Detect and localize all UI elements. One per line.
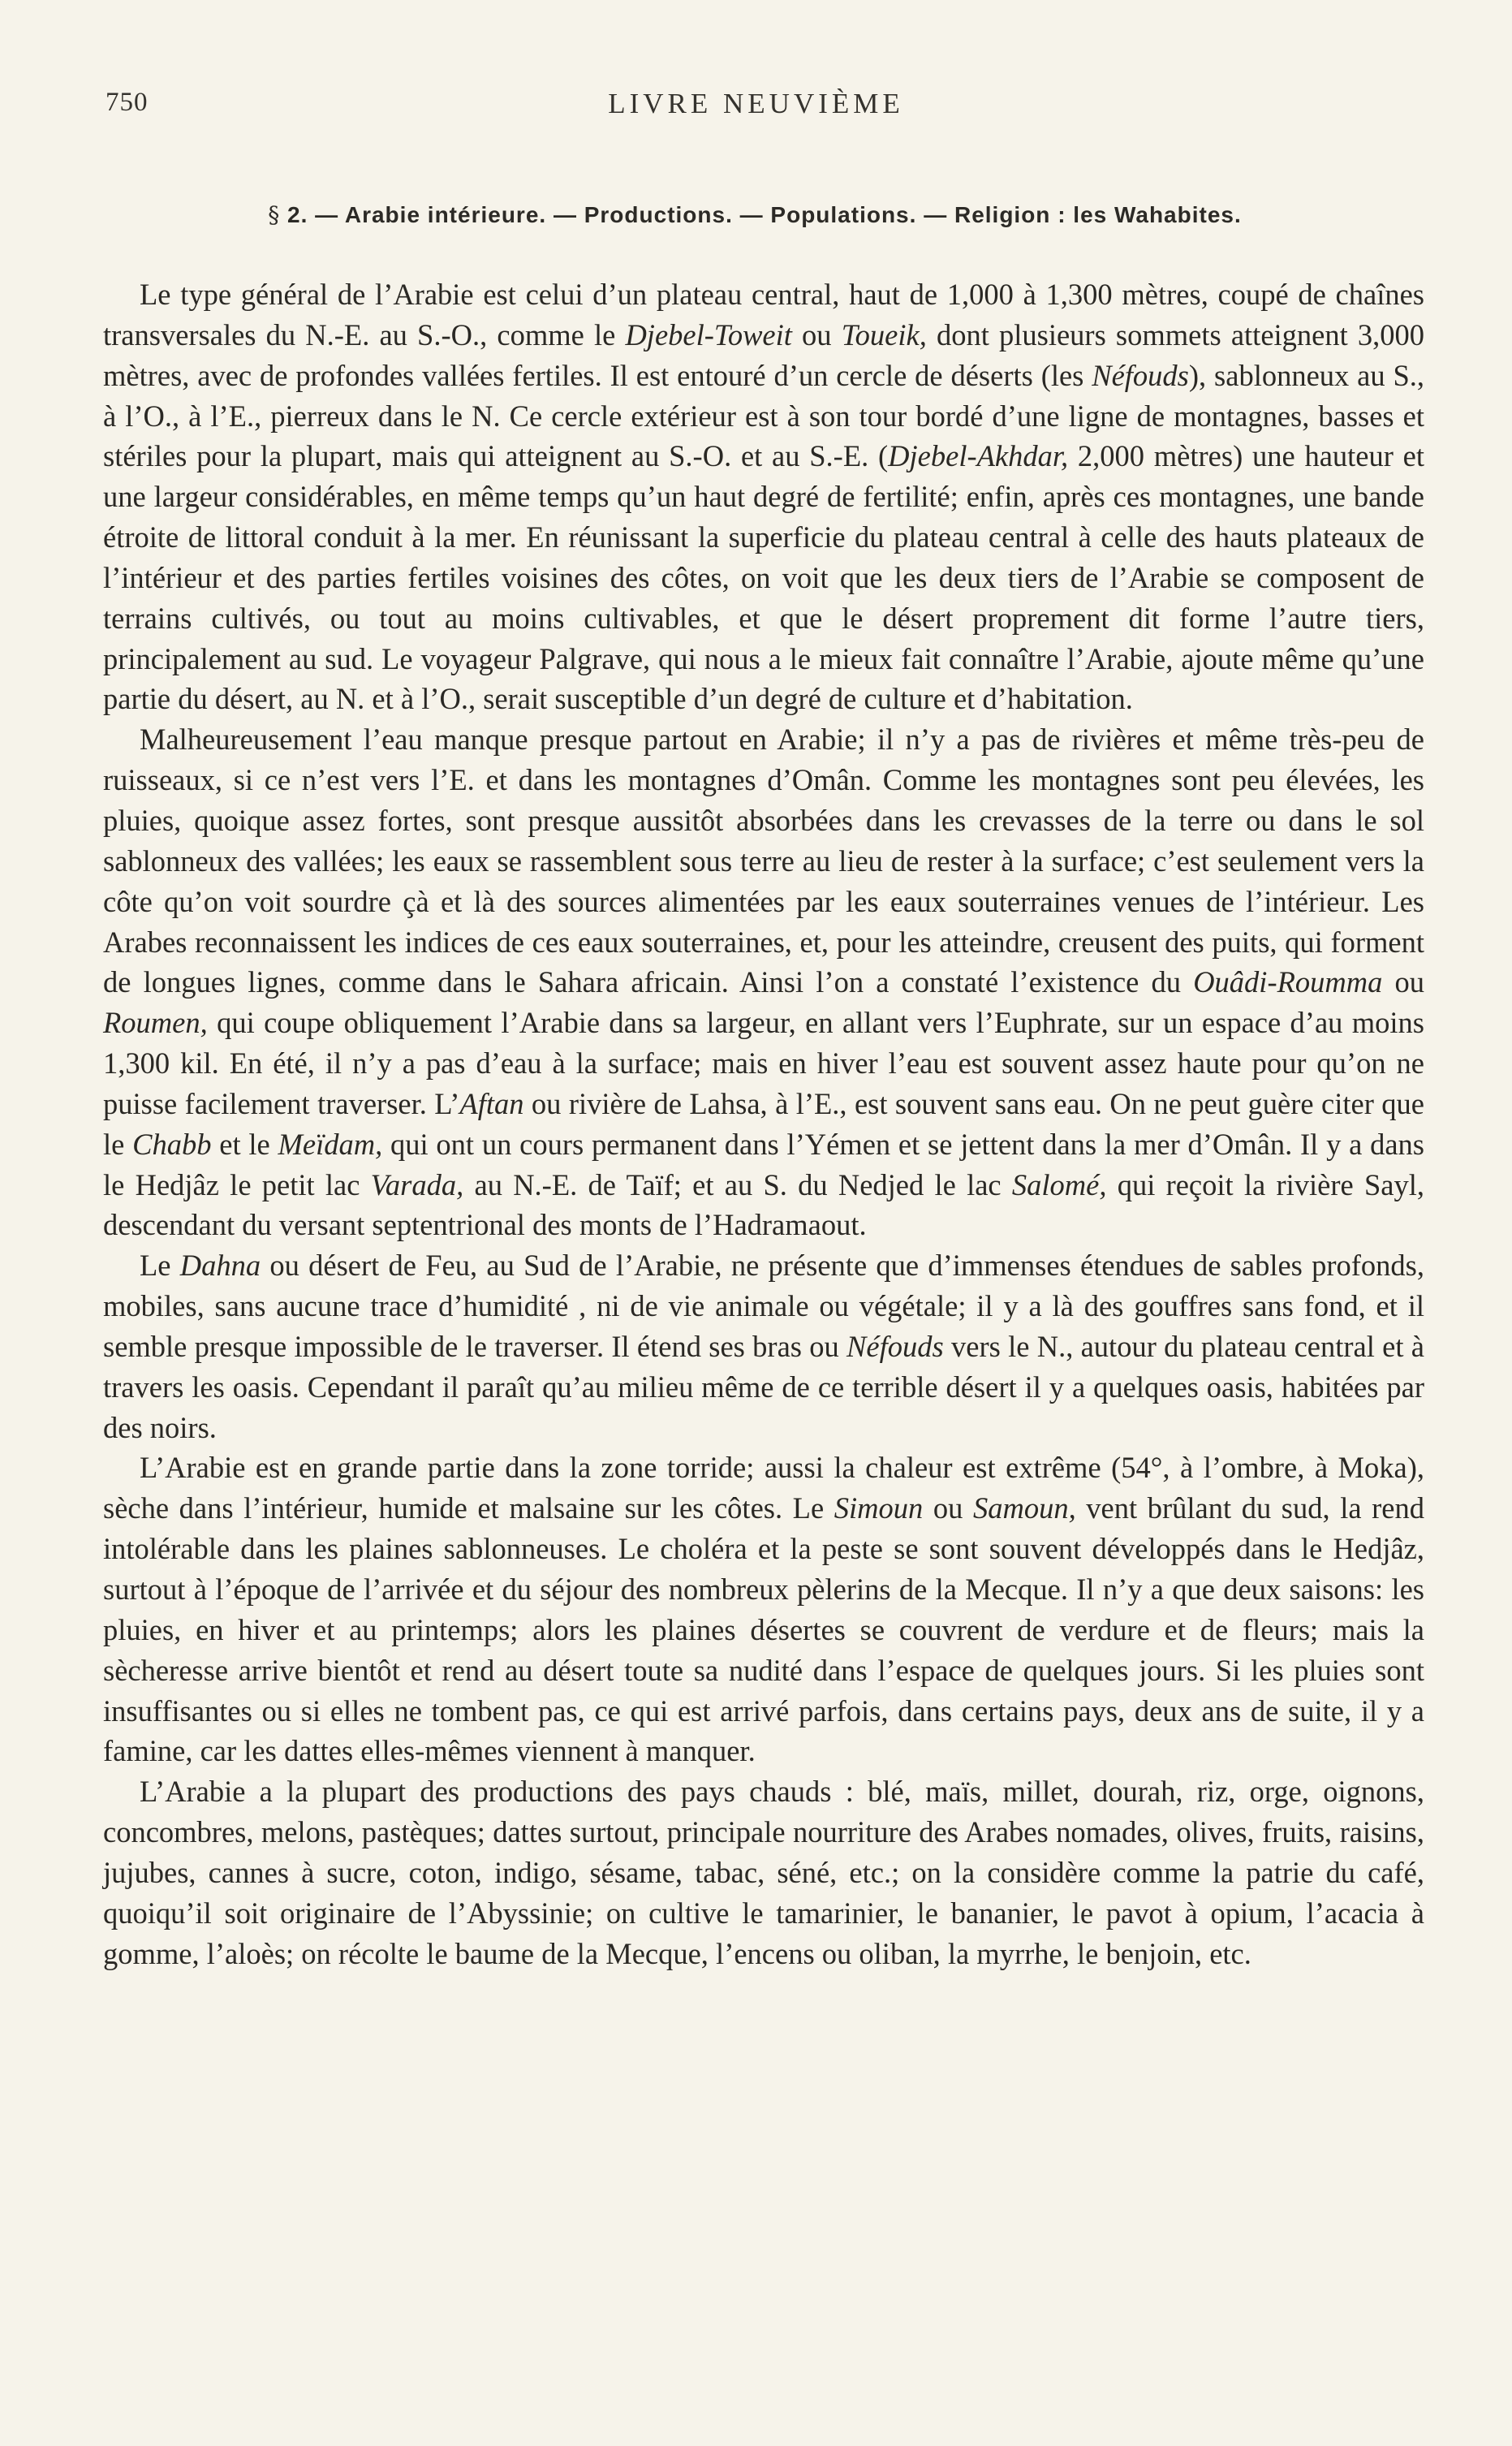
italic-term: Meïdam,: [278, 1127, 383, 1161]
section-symbol: §: [268, 201, 281, 228]
paragraph: [103, 1245, 1424, 1447]
text-run: qui coupe obliquement l’Arabie dans sa largeur, en allant vers l’Euphrate, sur un espace d’au moins 1,300 kil. En été, il n’y a pas d’eau à la surface; mais en hiver l’eau est souvent assez haute pour qu’on ne puisse facilement traverser. L’: [103, 1006, 1424, 1120]
italic-term: Simoun: [834, 1491, 924, 1525]
text-run: Malheureusement l’eau manque presque partout en Arabie; il n’y a pas de rivières et même très-peu de ruisseaux, si ce n’est vers l’E. et dans les montagnes d’Omân. Comme les montagnes sont peu élevées, les pluies, quoique assez fortes, sont presque aussitôt absorbées dans les crevasses de la terre ou dans le sol sablonneux des vallées; les eaux se rassemblent sous terre au lieu de rester à la surface; c’est seulement vers la côte qu’on voit sourdre çà et là des sources alimentées par les eaux souterraines venues de l’intérieur. Les Arabes reconnaissent les indices de ces eaux souterraines, et, pour les atteindre, creusent des puits, qui forment de longues lignes, comme dans le Sahara africain. Ainsi l’on a constaté l’existence du: [103, 723, 1424, 999]
text-run: L’Arabie est en grande partie dans la zone torride; aussi la chaleur est extrême (54°, à l’ombre, à Moka), sèche dans l’intérieur, humide et malsaine sur les côtes. Le: [103, 1451, 1424, 1525]
section-heading: [106, 201, 1404, 228]
text-run: ou: [1382, 965, 1425, 999]
text-run: vent brûlant du sud, la rend intolérable dans les plaines sablonneuses. Le choléra et la peste se sont souvent développés dans le Hedjâz, surtout à l’époque de l’arrivée et du séjour des nombreux pèlerins de la Mecque. Il n’y a que deux saisons: les pluies, en hiver et au printemps; alors les plaines désertes se couvrent de verdure et de fleurs; mais la sècheresse arrive bientôt et rend au désert toute sa nudité dans l’espace de quelques jours. Si les pluies sont insuffisantes ou si elles ne tombent pas, ce qui est arrivé parfois, dans certains pays, deux ans de suite, il y a famine, car les dattes elles-mêmes viennent à manquer.: [103, 1491, 1424, 1768]
italic-term: Djebel-Toweit: [625, 317, 792, 352]
page-number: 750: [106, 88, 149, 117]
text-run: Le: [140, 1249, 180, 1283]
text-run: ou: [923, 1491, 973, 1525]
body-text: [103, 274, 1424, 1974]
italic-term: Néfouds: [1092, 358, 1189, 392]
text-run: L’Arabie a la plupart des productions des pays chauds : blé, maïs, millet, dourah, riz, orge, oignons, concombres, melons, pastèques; dattes surtout, principale nourriture des Arabes nomades, olives, fruits, raisins, jujubes, cannes à sucre, coton, indigo, sésame, tabac, séné, etc.; on la considère comme la patrie du café, quoiqu’il soit originaire de l’Abyssinie; on cultive le tamarinier, le bananier, le pavot à opium, l’acacia à gomme, l’aloès; on récolte le baume de la Mecque, l’encens ou oliban, la myrrhe, le benjoin, etc.: [103, 1775, 1424, 1970]
text-run: ), sablonneux au S., à l’O., à l’E., pierreux dans le N. Ce cercle extérieur est à son tour bordé d’une ligne de montagnes, basses et stériles pour la plupart, mais qui atteignent au S.-O. et au S.-E. (: [103, 358, 1424, 473]
italic-term: Djebel-Akhdar,: [888, 439, 1069, 473]
paragraph: [103, 274, 1424, 719]
italic-term: Varada,: [370, 1167, 464, 1201]
text-run: ou: [791, 317, 842, 352]
italic-term: Samoun,: [972, 1491, 1076, 1525]
running-title: LIVRE NEUVIÈME: [608, 88, 904, 119]
text-run: Le type général de l’Arabie est celui d’un plateau central, haut de 1,000 à 1,300 mètres, coupé de chaînes transversales du N.-E. au S.-O., comme le: [103, 278, 1424, 352]
text-run: qui ont un cours permanent dans l’Yémen et se jettent dans la mer d’Omân. Il y a dans le Hedjâz le petit lac: [103, 1127, 1424, 1201]
italic-term: Dahna: [179, 1249, 261, 1283]
italic-term: Néfouds: [846, 1329, 944, 1363]
text-run: ou désert de Feu, au Sud de l’Arabie, ne présente que d’immenses étendues de sables profonds, mobiles, sans aucune trace d’humidité , ni de vie animale ou végétale; il y a là des gouffres sans fond, et il semble presque impossible de le traverser. Il étend ses bras ou: [103, 1249, 1425, 1363]
italic-term: Toueik,: [841, 317, 927, 352]
italic-term: Ouâdi-Roumma: [1193, 965, 1383, 999]
paragraph: [103, 1447, 1424, 1771]
italic-term: Aftan: [459, 1086, 524, 1120]
section-heading-text: 2. — Arabie intérieure. — Productions. — Populations. — Religion : les Wahabites.: [287, 202, 1242, 227]
text-run: 2,000 mètres) une hauteur et une largeur considérables, en même temps qu’un haut degré de fertilité; enfin, après ces montagnes, une bande étroite de littoral conduit à la mer. En réunissant la superficie du plateau central à celle des hauts plateaux de l’intérieur et des parties fertiles voisines des côtes, on voit que les deux tiers de l’Arabie se composent de terrains cultivés, ou tout au moins cultivables, et que le désert proprement dit forme l’autre tiers, principalement au sud. Le voyageur Palgrave, qui nous a le mieux fait connaître l’Arabie, ajoute même qu’une partie du désert, au N. et à l’O., serait susceptible d’un degré de culture et d’habitation.: [103, 439, 1424, 716]
text-run: dont plusieurs sommets atteignent 3,000 mètres, avec de profondes vallées fertiles. Il est entouré d’un cercle de déserts (les: [103, 317, 1425, 392]
text-run: et le: [211, 1127, 278, 1161]
italic-term: Chabb: [132, 1127, 212, 1161]
italic-term: Salomé,: [1011, 1167, 1107, 1201]
text-run: ou rivière de Lahsa, à l’E., est souvent sans eau. On ne peut guère citer que le: [103, 1086, 1424, 1161]
paragraph: [103, 719, 1424, 1245]
text-run: qui reçoit la rivière Sayl, descendant du versant septentrional des monts de l’Hadramaout.: [103, 1167, 1424, 1242]
paragraph: [103, 1771, 1424, 1974]
text-run: vers le N., autour du plateau central et à travers les oasis. Cependant il paraît qu’au milieu même de ce terrible désert il y a quelques oasis, habitées par des noirs.: [103, 1329, 1425, 1444]
text-run: au N.-E. de Taïf; et au S. du Nedjed le lac: [463, 1167, 1012, 1201]
italic-term: Roumen,: [103, 1006, 208, 1040]
